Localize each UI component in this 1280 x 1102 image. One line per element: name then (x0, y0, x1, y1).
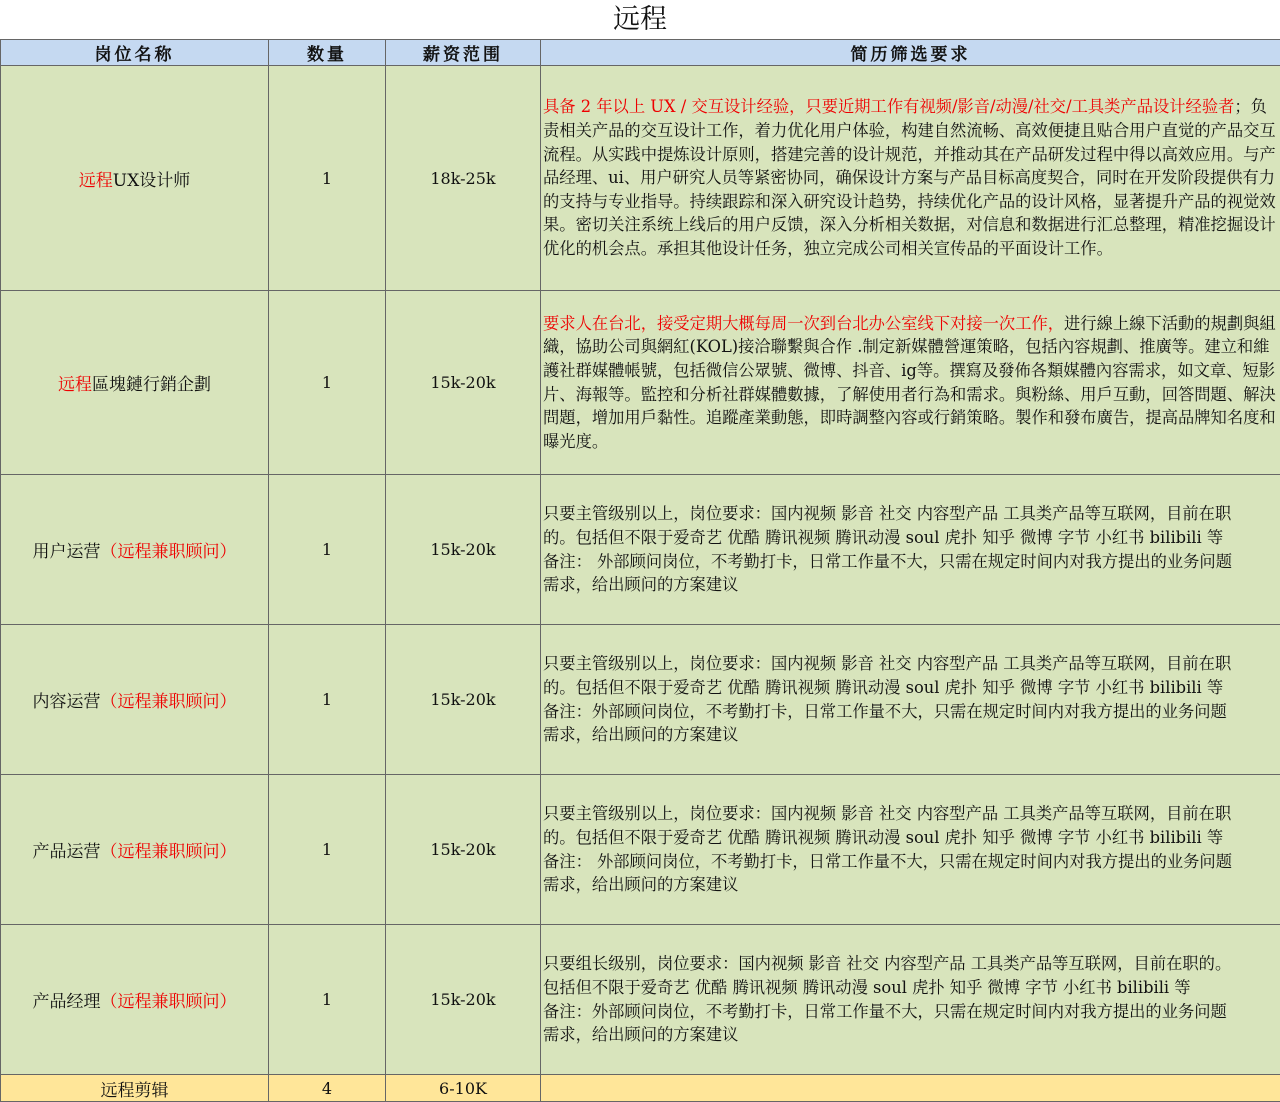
cell-requirements[interactable] (541, 925, 1280, 1075)
cell-count[interactable]: 1 (269, 775, 386, 925)
requirement-line: 的。包括但不限于爱奇艺 优酷 腾讯视频 腾讯动漫 soul 虎扑 知乎 微博 字节 小红书 bilibili 等 (543, 826, 1278, 850)
table-row (1, 625, 1280, 775)
cell-count[interactable]: 1 (269, 475, 386, 625)
cell-job-name[interactable] (1, 291, 269, 475)
header-salary[interactable]: 薪资范围 (386, 40, 541, 66)
cell-count[interactable]: 1 (269, 625, 386, 775)
table-row-partial (1, 1075, 1280, 1102)
job-name-remote-tag: 远程 (79, 171, 113, 191)
requirement-line: 的。包括但不限于爱奇艺 优酷 腾讯视频 腾讯动漫 soul 虎扑 知乎 微博 字节 小红书 bilibili 等 (543, 676, 1278, 700)
job-name-text: 區塊鏈行銷企劃 (92, 375, 211, 395)
header-row (1, 40, 1280, 66)
cell-salary[interactable]: 15k-20k (386, 625, 541, 775)
requirement-highlight: 具备 2 年以上 UX / 交互设计经验，只要近期工作有视频/影音/动漫/社交/工具类产品设计经验者 (543, 97, 1234, 116)
requirement-highlight: 要求人在台北，接受定期大概每周一次到台北办公室线下对接一次工作， (543, 314, 1064, 333)
cell-salary[interactable]: 6-10K (386, 1075, 541, 1102)
table-row (1, 775, 1280, 925)
cell-requirements[interactable] (541, 775, 1280, 925)
requirement-line: 的。包括但不限于爱奇艺 优酷 腾讯视频 腾讯动漫 soul 虎扑 知乎 微博 字节 小红书 bilibili 等 (543, 526, 1278, 550)
cell-salary[interactable]: 15k-20k (386, 775, 541, 925)
job-name-consultant-tag: （远程兼职顾问） (101, 992, 237, 1012)
requirement-line: 需求，给出顾问的方案建议 (543, 573, 1278, 597)
cell-salary[interactable]: 18k-25k (386, 66, 541, 291)
cell-count[interactable]: 1 (269, 925, 386, 1075)
cell-requirements[interactable] (541, 625, 1280, 775)
job-name-text: 用户运营 (33, 542, 101, 562)
requirement-line: 包括但不限于爱奇艺 优酷 腾讯视频 腾讯动漫 soul 虎扑 知乎 微博 字节 小红书 bilibili 等 (543, 976, 1278, 1000)
job-name-remote-tag: 远程 (58, 375, 92, 395)
requirement-line: 备注： 外部顾问岗位，不考勤打卡，日常工作量不大，只需在规定时间内对我方提出的业务问题 (543, 550, 1278, 574)
header-count[interactable]: 数量 (269, 40, 386, 66)
table-row (1, 66, 1280, 291)
job-table (0, 39, 1280, 1102)
requirement-text: ；负责相关产品的交互设计工作，着力优化用户体验，构建自然流畅、高效便捷且贴合用户直觉的产品交互流程。从实践中提炼设计原则，搭建完善的设计规范，并推动其在产品研发过程中得以高效应用。与产品经理、ui、用户研究人员等紧密协同，确保设计方案与产品目标高度契合，同时在开发阶段提供有力的支持与专业指导。持续跟踪和深入研究设计趋势，持续优化产品的设计风格，显著提升产品的视觉效果。密切关注系统上线后的用户反馈，深入分析相关数据，对信息和数据进行汇总整理，精准挖掘设计优化的机会点。承担其他设计任务，独立完成公司相关宣传品的平面设计工作。 (543, 97, 1276, 258)
cell-count[interactable]: 4 (269, 1075, 386, 1102)
header-name[interactable]: 岗位名称 (1, 40, 269, 66)
sheet-title: 远程 (0, 0, 1280, 40)
cell-job-name[interactable] (1, 925, 269, 1075)
job-name-text: UX设计师 (113, 171, 190, 191)
requirement-line: 备注： 外部顾问岗位，不考勤打卡，日常工作量不大，只需在规定时间内对我方提出的业务问题 (543, 850, 1278, 874)
cell-salary[interactable]: 15k-20k (386, 291, 541, 475)
job-name-consultant-tag: （远程兼职顾问） (101, 692, 237, 712)
cell-requirements[interactable] (541, 1075, 1280, 1102)
job-name-text: 产品运营 (33, 842, 101, 862)
table-row (1, 475, 1280, 625)
requirement-line: 只要组长级别，岗位要求：国内视频 影音 社交 内容型产品 工具类产品等互联网，目前在职的。 (543, 952, 1278, 976)
requirement-text: 进行線上線下活動的規劃與組織，協助公司與網紅(KOL)接洽聯繫與合作 .制定新媒體營運策略，包括內容規劃、推廣等。建立和維護社群媒體帳號，包括微信公眾號、微博、抖音、ig等。撰寫及發佈各類媒體內容需求，如文章、短影片、海報等。監控和分析社群媒體數據，了解使用者行為和需求。與粉絲、用戶互動，回答問題、解決問題，增加用戶黏性。追蹤產業動態，即時調整內容或行銷策略。製作和發布廣告，提高品牌知名度和曝光度。 (543, 314, 1276, 451)
table-row (1, 925, 1280, 1075)
cell-job-name[interactable]: 远程剪辑 (1, 1075, 269, 1102)
cell-count[interactable]: 1 (269, 66, 386, 291)
job-name-consultant-tag: （远程兼职顾问） (101, 842, 237, 862)
cell-job-name[interactable] (1, 66, 269, 291)
cell-requirements[interactable] (541, 66, 1280, 291)
cell-job-name[interactable] (1, 625, 269, 775)
requirement-line: 备注：外部顾问岗位，不考勤打卡，日常工作量不大，只需在规定时间内对我方提出的业务问题 (543, 1000, 1278, 1024)
cell-salary[interactable]: 15k-20k (386, 475, 541, 625)
cell-requirements[interactable] (541, 475, 1280, 625)
requirement-line: 只要主管级别以上，岗位要求：国内视频 影音 社交 内容型产品 工具类产品等互联网，目前在职 (543, 652, 1278, 676)
requirement-line: 需求，给出顾问的方案建议 (543, 1023, 1278, 1047)
cell-count[interactable]: 1 (269, 291, 386, 475)
cell-requirements[interactable] (541, 291, 1280, 475)
requirement-line: 需求，给出顾问的方案建议 (543, 723, 1278, 747)
job-name-text: 内容运营 (33, 692, 101, 712)
requirement-line: 备注：外部顾问岗位，不考勤打卡，日常工作量不大，只需在规定时间内对我方提出的业务问题 (543, 700, 1278, 724)
header-requirements[interactable]: 简历筛选要求 (541, 40, 1280, 66)
cell-job-name[interactable] (1, 775, 269, 925)
job-name-text: 产品经理 (33, 992, 101, 1012)
requirement-line: 只要主管级别以上，岗位要求：国内视频 影音 社交 内容型产品 工具类产品等互联网，目前在职 (543, 502, 1278, 526)
job-name-consultant-tag: （远程兼职顾问） (101, 542, 237, 562)
requirement-line: 只要主管级别以上，岗位要求：国内视频 影音 社交 内容型产品 工具类产品等互联网，目前在职 (543, 802, 1278, 826)
cell-job-name[interactable] (1, 475, 269, 625)
cell-salary[interactable]: 15k-20k (386, 925, 541, 1075)
requirement-line: 需求，给出顾问的方案建议 (543, 873, 1278, 897)
table-row (1, 291, 1280, 475)
